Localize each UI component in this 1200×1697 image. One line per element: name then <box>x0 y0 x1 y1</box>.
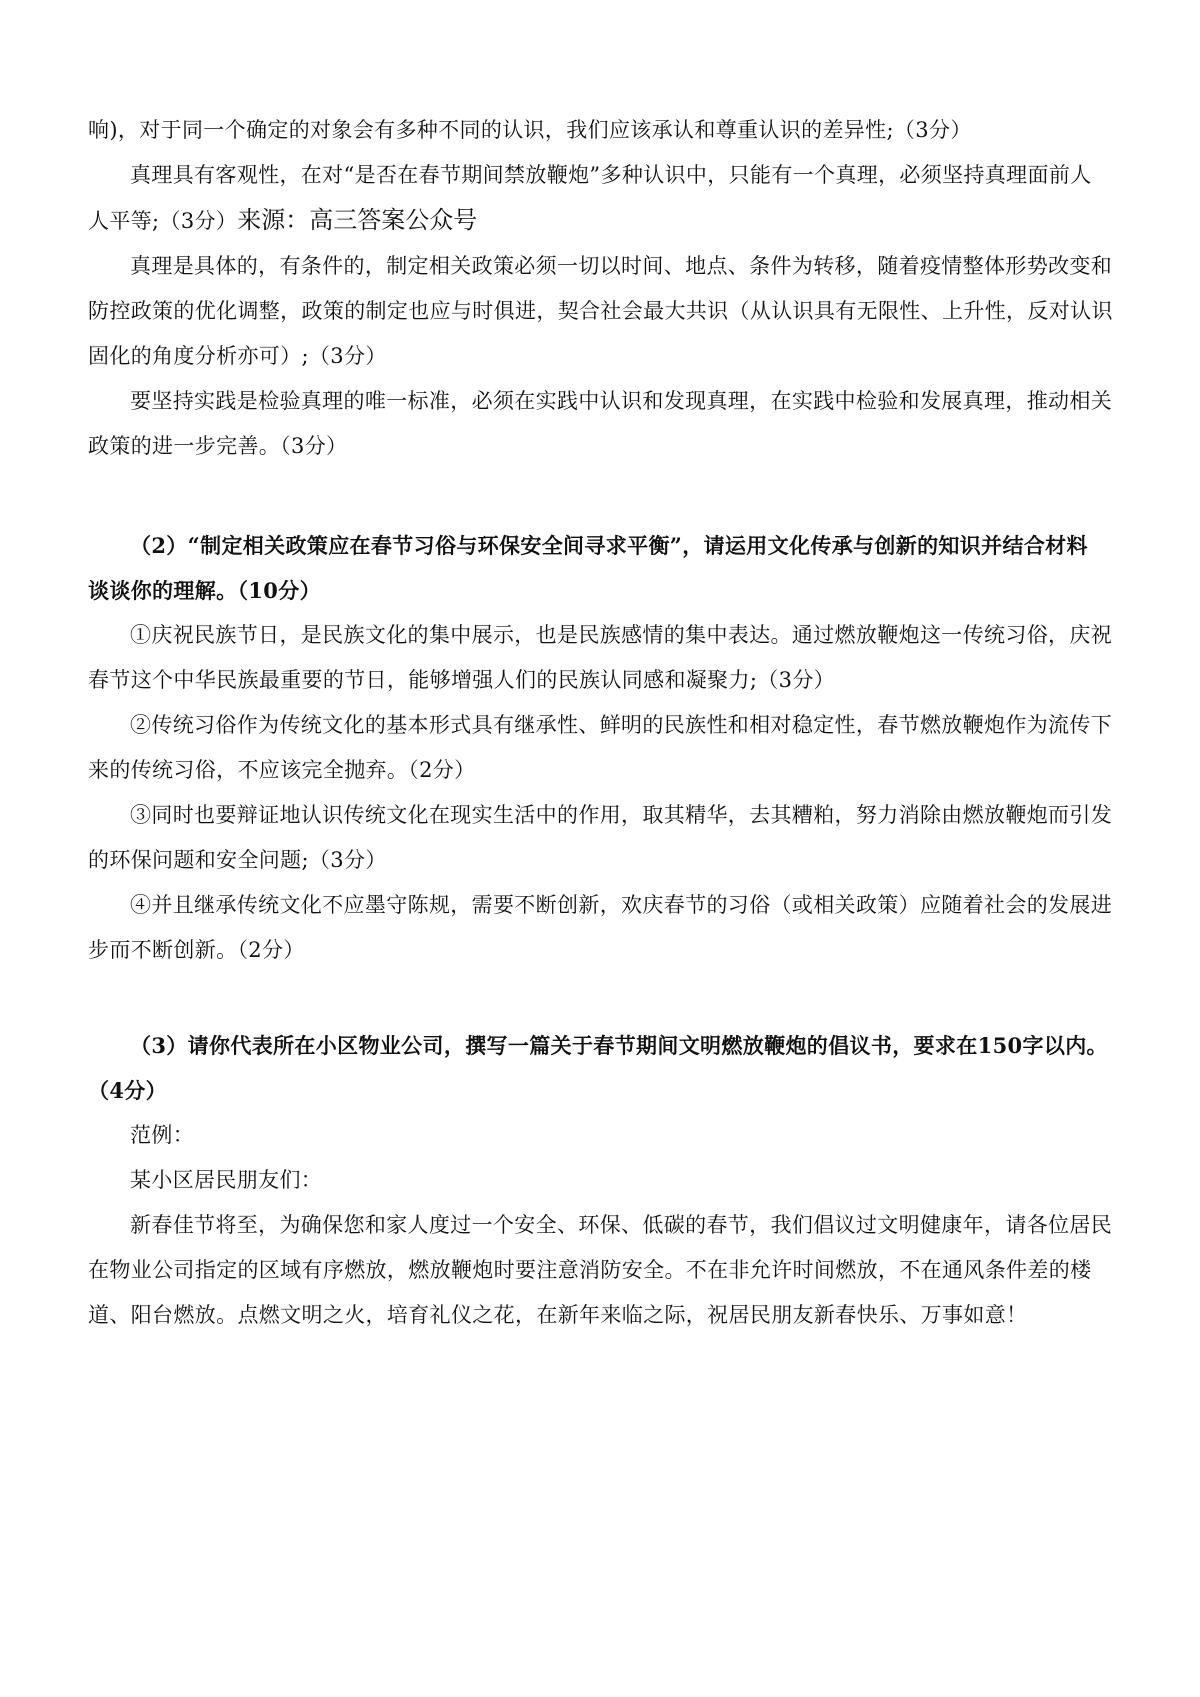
answer-text-line: 真理是具体的，有条件的，制定相关政策必须一切以时间、地点、条件为转移，随着疫情整体形势改变和 <box>130 254 1113 278</box>
question-2-title: （2）“制定相关政策应在春节习俗与环保安全间寻求平衡”，请运用文化传承与创新的知识并结合材料 <box>130 533 1088 558</box>
answer-text-line <box>88 198 1120 244</box>
letter-body-line: 新春佳节将至，为确保您和家人度过一个安全、环保、低碳的春节，我们倡议过文明健康年，请各位居民 <box>130 1213 1113 1237</box>
letter-body-line: 在物业公司指定的区域有序燃放，燃放鞭炮时要注意消防安全。不在非允许时间燃放，不在通风条件差的楼 <box>88 1258 1092 1282</box>
letter-salutation: 某小区居民朋友们： <box>130 1168 323 1192</box>
answer-text-line: ③同时也要辩证地认识传统文化在现实生活中的作用，取其精华，去其糟粕，努力消除由燃放鞭炮而引发 <box>130 803 1113 827</box>
example-label: 范例： <box>130 1123 195 1147</box>
letter-body-line: 道、阳台燃放。点燃文明之火，培育礼仪之花，在新年来临之际，祝居民朋友新春快乐、万事如意！ <box>88 1303 1028 1327</box>
answer-text-fragment: 人平等;（3分） <box>88 209 238 233</box>
answer-text-line: 春节这个中华民族最重要的节日，能够增强人们的民族认同感和凝聚力;（3分） <box>88 668 836 692</box>
answer-text-line: 步而不断创新。（2分） <box>88 938 305 962</box>
answer-text-line: 真理具有客观性，在对“是否在春节期间禁放鞭炮”多种认识中，只能有一个真理，必须坚持真理面前人 <box>130 163 1092 187</box>
answer-text-line: 要坚持实践是检验真理的唯一标准，必须在实践中认识和发现真理，在实践中检验和发展真理，推动相关 <box>130 389 1113 413</box>
answer-text-line: 政策的进一步完善。（3分） <box>88 434 348 458</box>
answer-text-line: 来的传统习俗，不应该完全抛弃。（2分） <box>88 758 476 782</box>
answer-text-line: 防控政策的优化调整，政策的制定也应与时俱进，契合社会最大共识（从认识具有无限性、上升性，反对认识 <box>88 299 1113 323</box>
answer-text-line: ①庆祝民族节日，是民族文化的集中展示，也是民族感情的集中表达。通过燃放鞭炮这一传统习俗，庆祝 <box>130 623 1113 647</box>
source-watermark: 来源：高三答案公众号 <box>237 206 478 234</box>
answer-text-line: 固化的角度分析亦可）;（3分） <box>88 344 387 368</box>
answer-text-line: ④并且继承传统文化不应墨守陈规，需要不断创新，欢庆春节的习俗（或相关政策）应随着社会的发展进 <box>130 893 1113 917</box>
question-3-title: （3）请你代表所在小区物业公司，撰写一篇关于春节期间文明燃放鞭炮的倡议书，要求在150字以内。 <box>130 1033 1108 1058</box>
question-2-title: 谈谈你的理解。（10分） <box>88 578 321 603</box>
question-3-title: （4分） <box>88 1078 168 1103</box>
answer-text-line: 的环保问题和安全问题;（3分） <box>88 848 387 872</box>
document-page <box>88 108 1120 1338</box>
answer-text-line: 响)，对于同一个确定的对象会有多种不同的认识，我们应该承认和尊重认识的差异性;（3分） <box>88 118 972 142</box>
answer-text-line: ②传统习俗作为传统文化的基本形式具有继承性、鲜明的民族性和相对稳定性，春节燃放鞭炮作为流传下 <box>130 713 1113 737</box>
